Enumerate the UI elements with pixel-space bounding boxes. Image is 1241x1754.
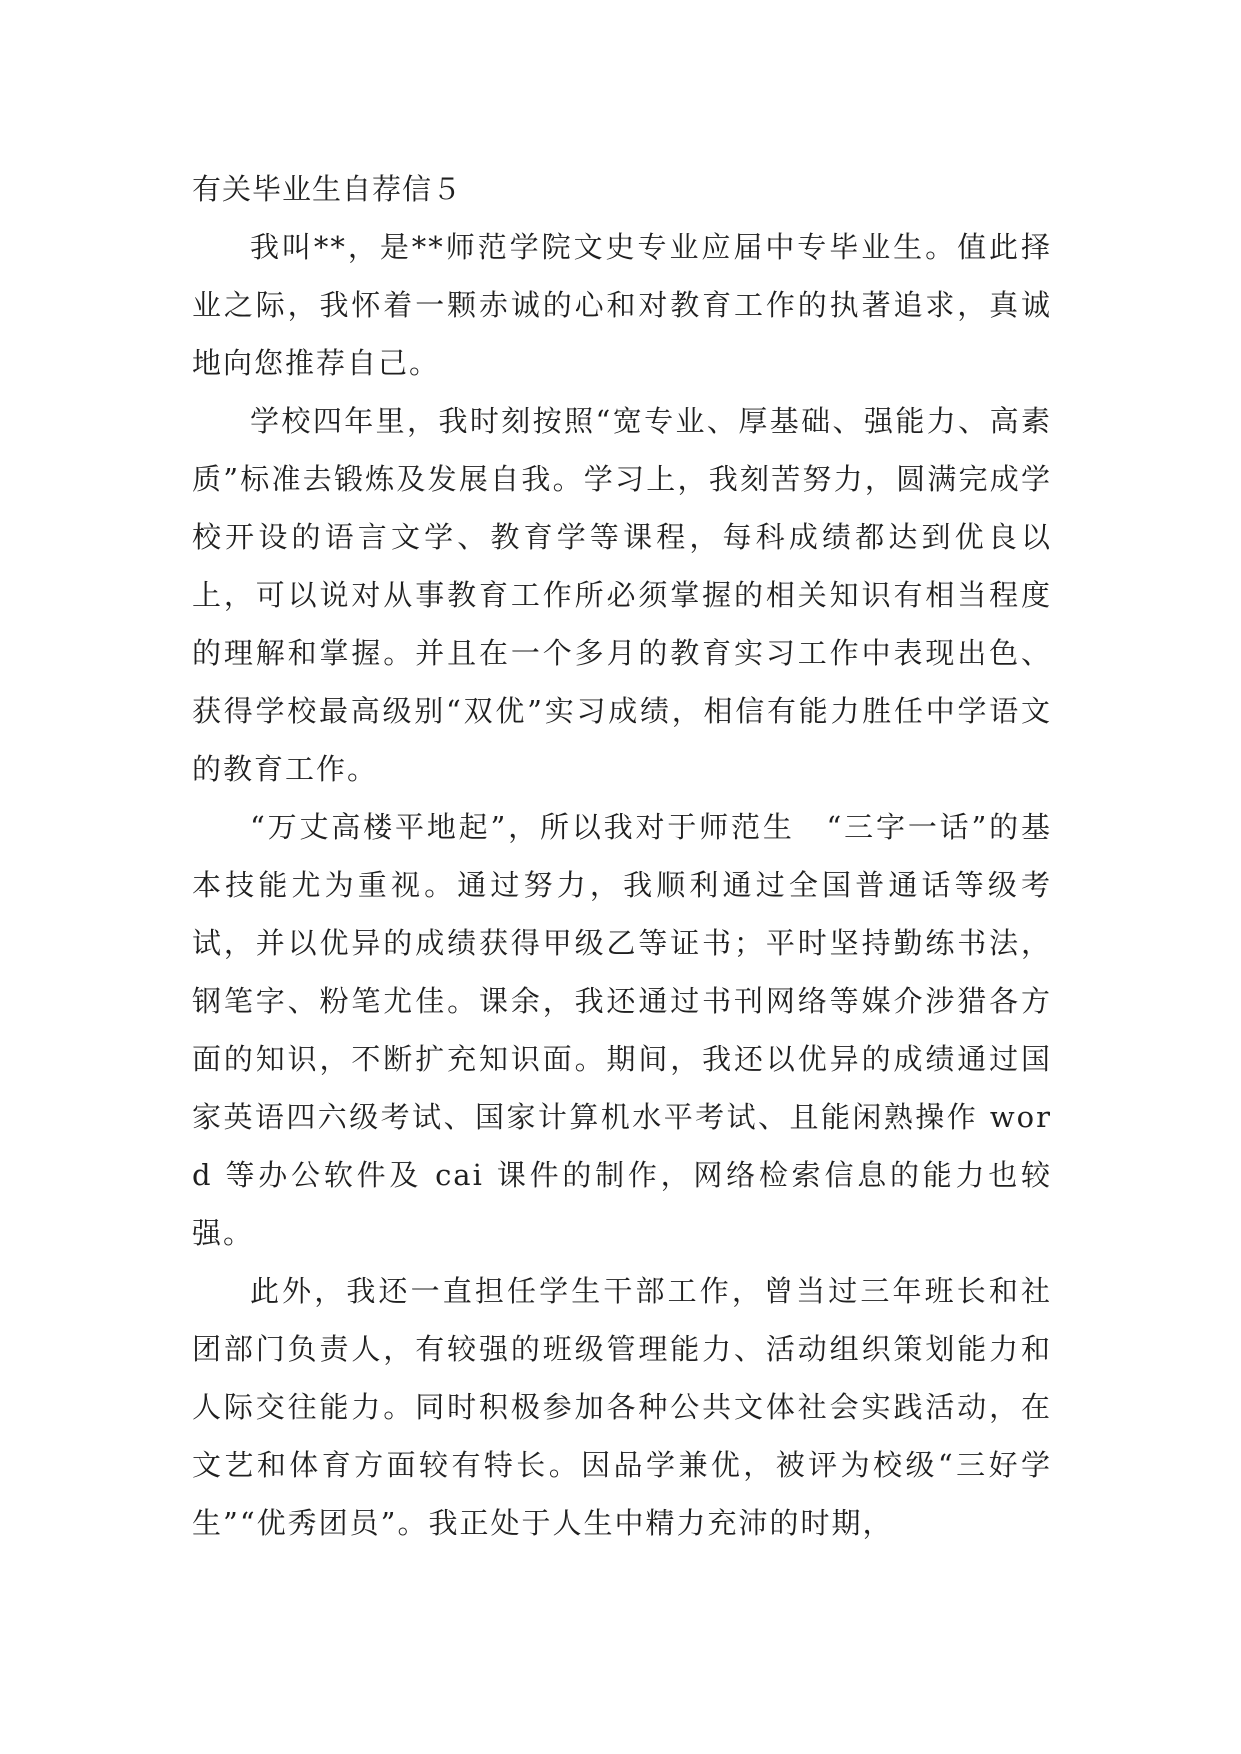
paragraph-skills: “万丈高楼平地起”，所以我对于师范生 “三字一话”的基本技能尤为重视。通过努力，我顺利通过全国普通话等级考试，并以优异的成绩获得甲级乙等证书；平时坚持勤练书法，钢笔字、粉笔尤佳。课余，我还通过书刊网络等媒介涉猎各方面的知识，不断扩充知识面。期间，我还以优异的成绩通过国家英语四六级考试、国家计算机水平考试、且能闲熟操作 word 等办公软件及 cai 课件的制作，网络检索信息的能力也较强。 [192,810,1052,1250]
document-body [192,160,1052,1552]
paragraph-introduction: 我叫**，是**师范学院文史专业应届中专毕业生。值此择业之际，我怀着一颗赤诚的心和对教育工作的执著追求，真诚地向您推荐自己。 [192,230,1052,380]
paragraph-activities: 此外，我还一直担任学生干部工作，曾当过三年班长和社团部门负责人，有较强的班级管理能力、活动组织策划能力和人际交往能力。同时积极参加各种公共文体社会实践活动，在文艺和体育方面较有特长。因品学兼优，被评为校级“三好学生”“优秀团员”。我正处于人生中精力充沛的时期， [192,1274,1052,1540]
paragraph-studies: 学校四年里，我时刻按照“宽专业、厚基础、强能力、高素质”标准去锻炼及发展自我。学习上，我刻苦努力，圆满完成学校开设的语言文学、教育学等课程，每科成绩都达到优良以上，可以说对从事教育工作所必须掌握的相关知识有相当程度的理解和掌握。并且在一个多月的教育实习工作中表现出色、获得学校最高级别“双优”实习成绩，相信有能力胜任中学语文的教育工作。 [192,404,1052,786]
document-title: 有关毕业生自荐信５ [192,172,463,206]
